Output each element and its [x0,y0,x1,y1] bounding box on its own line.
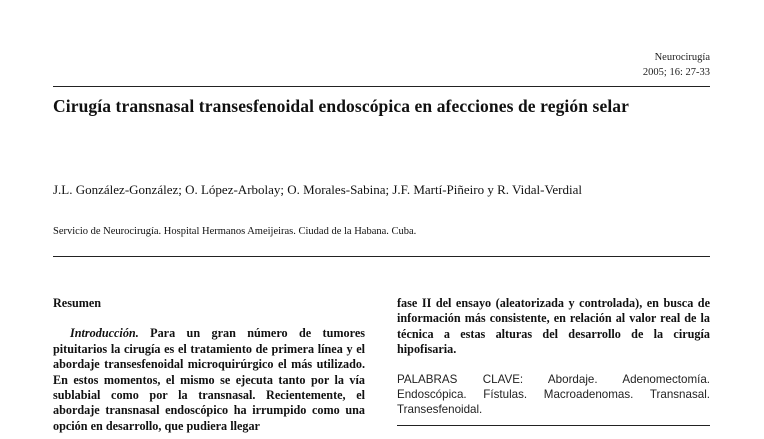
header-rule [53,86,710,87]
section-rule [53,256,710,257]
journal-citation: 2005; 16: 27-33 [642,67,710,78]
journal-header [643,50,710,80]
abstract-left-column [53,296,365,434]
journal-name: Neurocirugía [654,52,710,63]
abstract-right-column [397,296,710,426]
keywords: PALABRAS CLAVE: Abordaje. Adenomectomía. Endoscópica. Fístulas. Macroadenomas. Transnasal. Transesfenoidal. [397,372,710,417]
affiliation: Servicio de Neurocirugía. Hospital Hermanos Ameijeiras. Ciudad de la Habana. Cuba. [53,226,417,237]
intro-label: Introducción. [70,326,139,341]
keywords-rule [397,425,710,426]
article-title: Cirugía transnasal transesfenoidal endoscópica en afecciones de región selar [53,96,629,116]
abstract-intro-paragraph [53,326,365,434]
intro-text: Para un gran número de tumores pituitarios la cirugía es el tratamiento de primera línea y el abordaje transesfenoidal microquirúrgico el más utilizado. En estos momentos, el mismo se ejecuta tanto por la vía sublabial como por la transnasal. Recientemente, el abordaje transnasal endoscópico ha irrumpido como una opción en desarrollo, que pudiera llegar [53,326,365,433]
author-list: J.L. González-González; O. López-Arbolay; O. Morales-Sabina; J.F. Martí-Piñeiro y R. Vidal-Verdial [53,182,582,197]
abstract-continuation: fase II del ensayo (aleatorizada y controlada), en busca de información más consistente, en relación al valor real de la técnica a estas alturas del desarrollo de la cirugía hipofisaria. [397,296,710,357]
abstract-heading: Resumen [53,296,102,310]
